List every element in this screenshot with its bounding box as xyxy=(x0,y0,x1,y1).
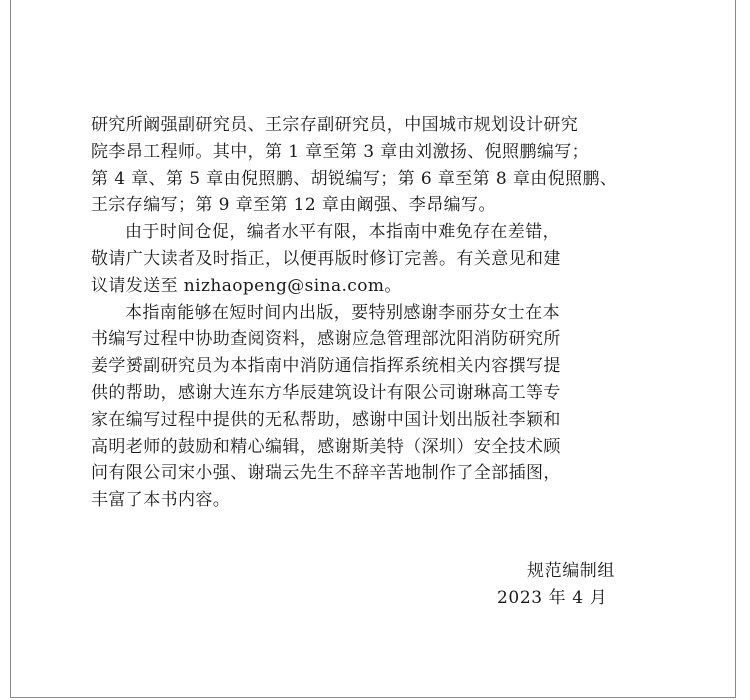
text-line: 问有限公司宋小强、谢瑞云先生不辞辛苦地制作了全部插图， xyxy=(91,463,561,484)
text-line: 丰富了本书内容。 xyxy=(91,490,231,511)
text-line: 姜学赟副研究员为本指南中消防通信指挥系统相关内容撰写提 xyxy=(91,356,561,377)
paragraph-first-line xyxy=(91,300,681,327)
text-line: 王宗存编写；第 9 章至第 12 章由阚强、李昂编写。 xyxy=(91,195,496,216)
text-line: 议请发送至 nizhaopeng@sina.com。 xyxy=(91,275,402,296)
signature-organization: 规范编制组 xyxy=(527,561,615,581)
text-line: 敬请广大读者及时指正，以便再版时修订完善。有关意见和建 xyxy=(91,248,561,269)
paragraph-first-line xyxy=(91,219,681,246)
text-line: 第 4 章、第 5 章由倪照鹏、胡锐编写；第 6 章至第 8 章由倪照鹏、 xyxy=(91,168,618,189)
text-line: 家在编写过程中提供的无私帮助，感谢中国计划出版社李颖和 xyxy=(91,409,561,430)
text-line: 书编写过程中协助查阅资料，感谢应急管理部沈阳消防研究所 xyxy=(91,329,561,350)
text-line: 高明老师的鼓励和精心编辑，感谢斯美特（深圳）安全技术顾 xyxy=(91,436,561,457)
text-line: 由于时间仓促，编者水平有限，本指南中难免存在差错， xyxy=(125,222,560,243)
signature-block xyxy=(497,558,615,612)
document-body xyxy=(91,112,681,514)
text-line: 本指南能够在短时间内出版，要特别感谢李丽芬女士在本 xyxy=(125,302,560,323)
document-page xyxy=(10,0,736,698)
text-line: 供的帮助，感谢大连东方华辰建筑设计有限公司谢琳高工等专 xyxy=(91,382,561,403)
text-line: 院李昂工程师。其中，第 1 章至第 3 章由刘激扬、倪照鹏编写； xyxy=(91,141,590,162)
text-line: 研究所阚强副研究员、王宗存副研究员，中国城市规划设计研究 xyxy=(91,115,579,135)
signature-date: 2023 年 4 月 xyxy=(497,588,608,608)
